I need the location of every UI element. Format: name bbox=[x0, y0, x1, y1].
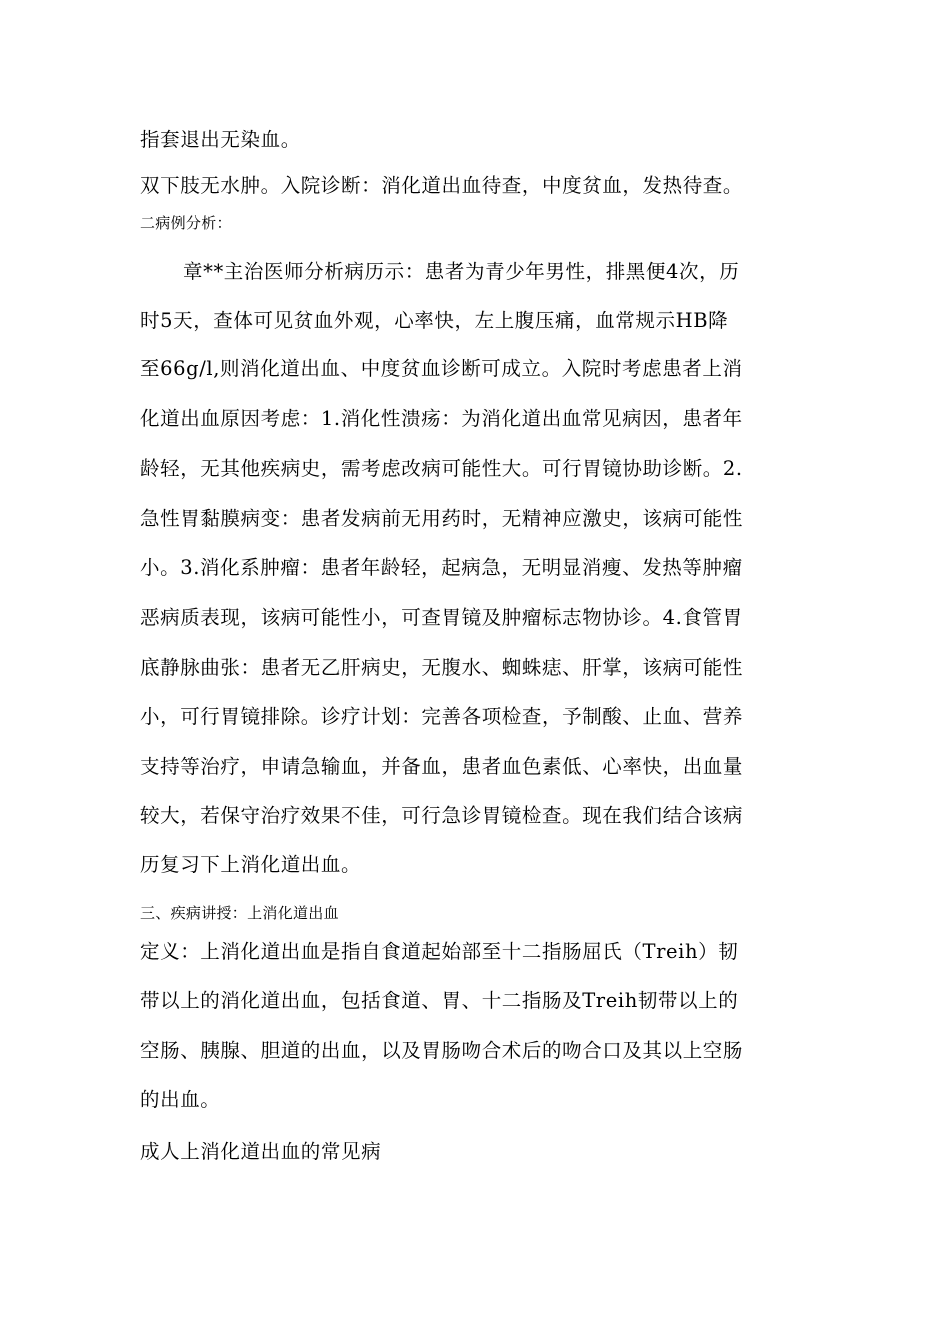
section2-line-9: 底静脉曲张：患者无乙肝病史，无腹水、蜘蛛痣、肝掌，该病可能性 bbox=[140, 656, 744, 679]
section2-line-11: 支持等治疗，申请急输血，并备血，患者血色素低、心率快，出血量 bbox=[140, 755, 744, 778]
section2-line-3: 至66g/l,则消化道出血、中度贫血诊断可成立。入院时考虑患者上消 bbox=[140, 357, 743, 380]
definition-line-1: 定义：上消化道出血是指自食道起始部至十二指肠屈氏（Treih）韧 bbox=[140, 940, 739, 963]
section3-heading: 三、疾病讲授：上消化道出血 bbox=[140, 904, 339, 922]
section2-line-7: 小。3.消化系肿瘤：患者年龄轻，起病急，无明显消瘦、发热等肿瘤 bbox=[140, 556, 743, 579]
section2-line-5: 龄轻，无其他疾病史，需考虑改病可能性大。可行胃镜协助诊断。2. bbox=[140, 457, 743, 480]
section2-line-8: 恶病质表现，该病可能性小，可查胃镜及肿瘤标志物协诊。4.食管胃 bbox=[140, 606, 743, 629]
section2-line-12: 较大，若保守治疗效果不佳，可行急诊胃镜检查。现在我们结合该病 bbox=[140, 804, 744, 827]
section2-line-6: 急性胃黏膜病变：患者发病前无用药时，无精神应激史，该病可能性 bbox=[140, 507, 744, 530]
section2-heading: 二病例分析： bbox=[140, 214, 232, 232]
definition-line-3: 空肠、胰腺、胆道的出血，以及胃肠吻合术后的吻合口及其以上空肠 bbox=[140, 1039, 744, 1062]
definition-line-2: 带以上的消化道出血，包括食道、胃、十二指肠及Treih韧带以上的 bbox=[140, 989, 739, 1012]
section2-line-10: 小，可行胃镜排除。诊疗计划：完善各项检查，予制酸、止血、营养 bbox=[140, 705, 744, 728]
intro-line-2: 双下肢无水肿。入院诊断：消化道出血待查，中度贫血，发热待查。 bbox=[140, 174, 744, 197]
definition-line-4: 的出血。 bbox=[140, 1088, 221, 1111]
section2-line-2: 时5天，查体可见贫血外观，心率快，左上腹压痛，血常规示HB降 bbox=[140, 309, 729, 332]
section2-line-4: 化道出血原因考虑：1.消化性溃疡：为消化道出血常见病因，患者年 bbox=[140, 407, 743, 430]
intro-line-1: 指套退出无染血。 bbox=[140, 128, 301, 151]
closing-line: 成人上消化道出血的常见病 bbox=[140, 1140, 382, 1163]
section2-line-13: 历复习下上消化道出血。 bbox=[140, 853, 362, 876]
section2-line-1: 章**主治医师分析病历示：患者为青少年男性，排黑便4次，历 bbox=[183, 260, 740, 283]
